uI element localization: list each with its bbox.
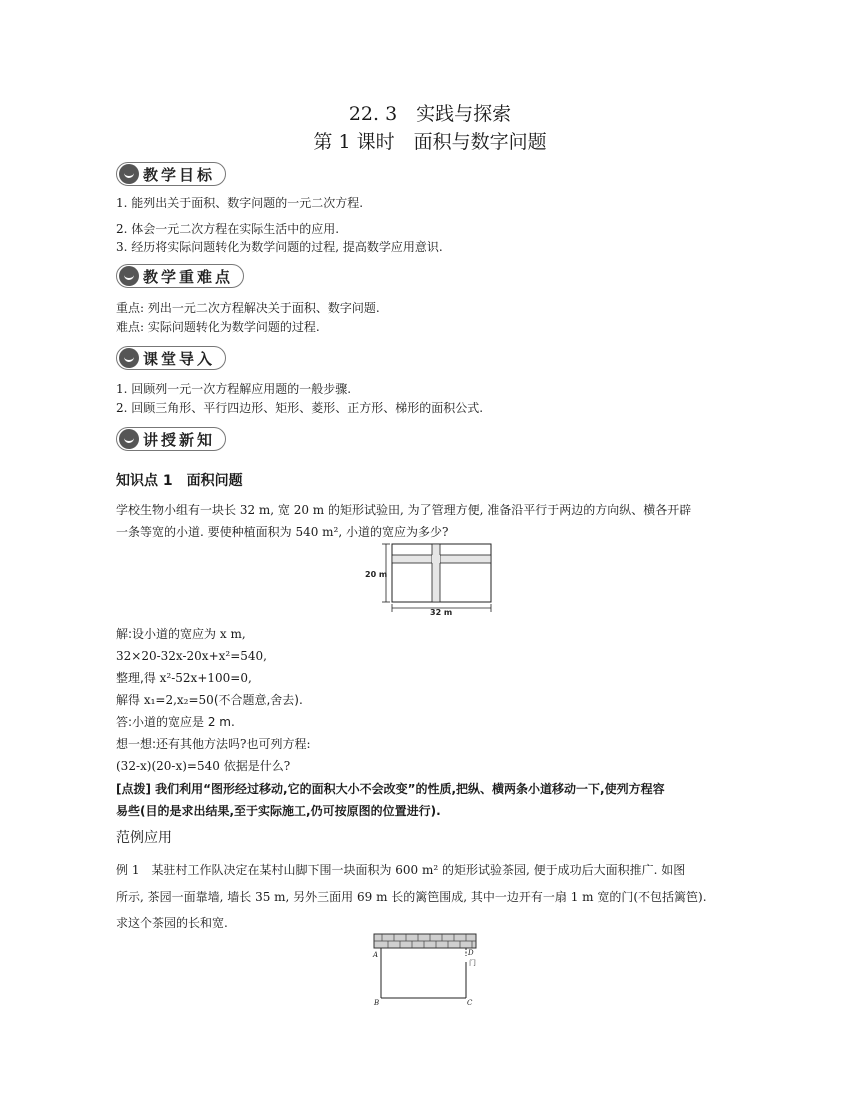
point-label-b: B [374,999,380,1007]
section-badge-key-points [116,264,244,288]
page-title: 22. 3 实践与探索 [348,103,512,125]
list-item: 重点: 列出一元二次方程解决关于面积、数字问题. [116,301,380,315]
example-heading: 范例应用 [116,830,172,846]
list-item: 难点: 实际问题转化为数学问题的过程. [116,320,320,334]
section-badge-goals [116,162,226,186]
solution-text: (32-x)(20-x)=540 [116,759,224,773]
solution-text: 设小道的宽应为 x m, [132,627,246,641]
section-label: 教学重难点 [143,267,234,286]
label-text: 想一想: [116,737,157,751]
solution-line-3 [116,667,252,689]
example-text: 例 1 某驻村工作队决定在某村山脚下围一块面积为 600 m² 的矩形试验茶园, 便于成功后大面积推广. 如图 [116,863,686,877]
example-text: 求这个茶园的长和宽. [116,916,228,930]
label-text: (不合题意,舍去). [213,693,303,707]
problem-text: 一条等宽的小道. 要使种植面积为 540 m², 小道的宽应为多少? [116,525,449,539]
tip-line-1: [点拨] 我们利用“图形经过移动,它的面积大小不会改变”的性质,把纵、横两条小道移动一下,使列方程容 [116,782,665,796]
solution-text: 还有其他方法吗?也可列方程: [156,737,311,751]
label-text: 整理, [116,671,144,685]
point-label-c: C [467,999,473,1007]
solution-text: 得 x²-52x+100=0, [143,671,252,685]
point-label-a: A [373,951,379,959]
list-item: 2. 体会一元二次方程在实际生活中的应用. [116,222,340,236]
list-item: 1. 能列出关于面积、数字问题的一元二次方程. [116,196,364,210]
solution-line-7 [116,755,290,777]
solution-line-5 [116,711,235,733]
list-item: 2. 回顾三角形、平行四边形、矩形、菱形、正方形、梯形的面积公式. [116,401,484,415]
book-icon [119,429,139,449]
list-item: 3. 经历将实际问题转化为数学问题的过程, 提高数学应用意识. [116,240,443,254]
section-label: 课堂导入 [143,349,216,368]
book-icon [119,164,139,184]
solution-line-2: 32×20-32x-20x+x²=540, [116,649,267,663]
solution-text: 依据是什么? [223,759,291,773]
solution-line-1 [116,623,246,645]
book-icon [119,266,139,286]
book-icon [119,348,139,368]
label-text: 答: [116,715,133,729]
field-figure [364,542,494,618]
width-label: 32 m [430,608,453,617]
section-badge-new [116,427,226,451]
solution-text: x₁=2,x₂=50 [143,693,214,707]
solution-text: 小道的宽应是 2 m. [132,715,235,729]
section-badge-intro [116,346,226,370]
height-label: 20 m [365,570,388,579]
solution-line-6 [116,733,311,755]
problem-text: 学校生物小组有一块长 32 m, 宽 20 m 的矩形试验田, 为了管理方便, 准备沿平行于两边的方向纵、横各开辟 [116,503,692,517]
page-subtitle: 第 1 课时 面积与数字问题 [313,131,547,153]
section-label: 讲授新知 [143,430,216,449]
label-text: 解: [116,627,133,641]
point-label-d: D [468,949,474,957]
example-text: 所示, 茶园一面靠墙, 墙长 35 m, 另外三面用 69 m 长的篱笆围成, 其中一边开有一扇 1 m 宽的门(不包括篱笆). [116,890,707,904]
solution-line-4 [116,689,303,711]
door-label: 门 [469,959,476,967]
list-item: 1. 回顾列一元一次方程解应用题的一般步骤. [116,382,352,396]
tip-line-2: 易些(目的是求出结果,至于实际施工,仍可按原图的位置进行). [116,804,441,818]
knowledge-point-heading: 知识点 1 面积问题 [116,473,243,489]
tea-garden-figure [368,932,488,1010]
section-label: 教学目标 [143,165,216,184]
label-text: 解得 [116,693,144,707]
